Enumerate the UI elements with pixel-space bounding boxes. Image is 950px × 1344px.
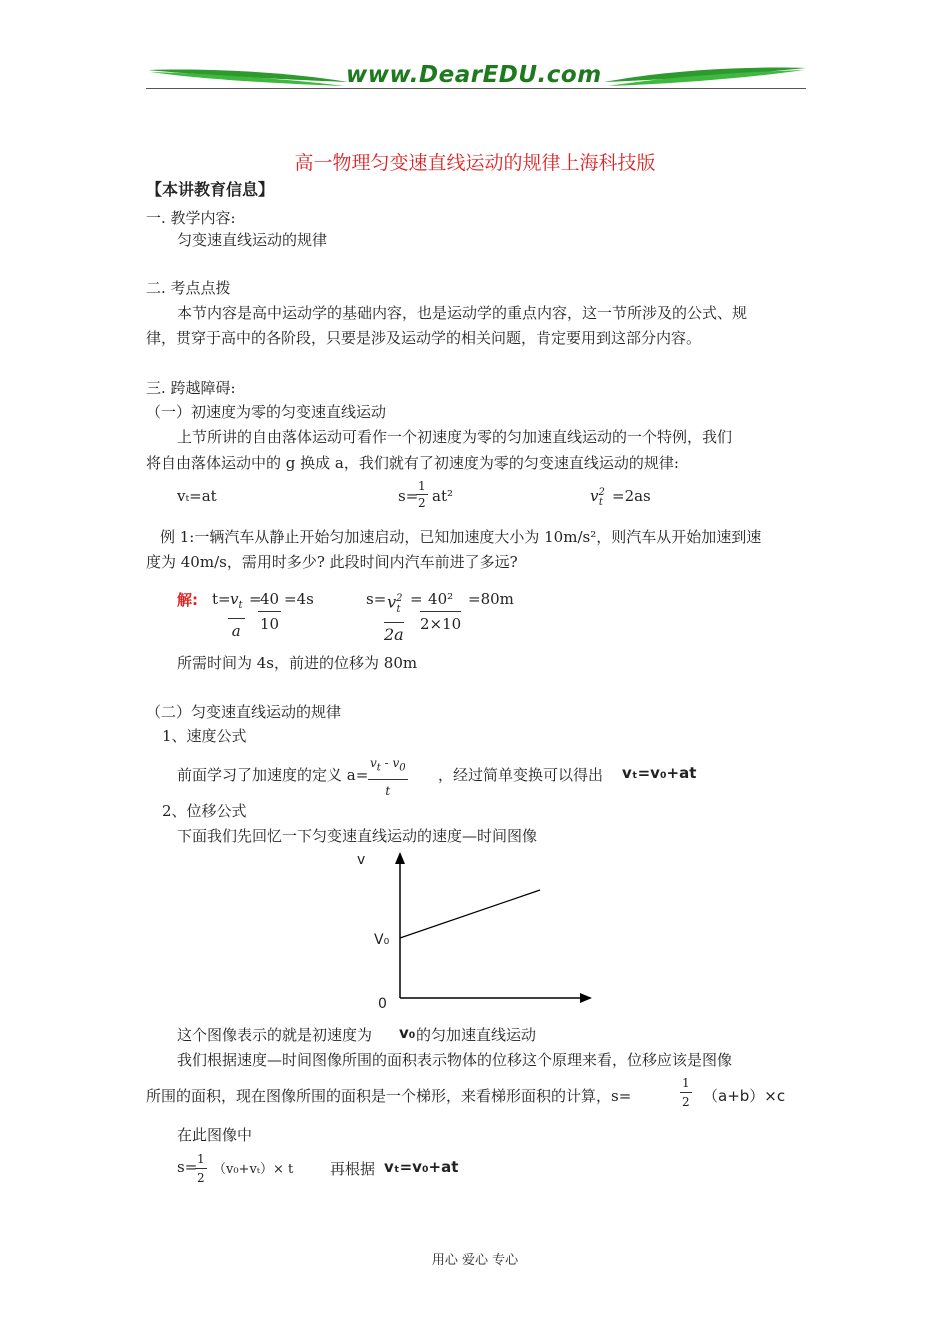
solution-t-num1: $v_t$ [228,587,245,619]
velocity-frac [368,752,408,802]
formula-vt2-rhs: =2as [612,487,651,505]
solution-s-eq: = [410,590,423,608]
s3-subheading-2: （二）匀变速直线运动的规律 [146,703,342,721]
trapezoid-half [680,1074,692,1111]
header-rule [146,88,806,89]
formula-vt2-var: $v^2_t$ [590,487,605,508]
formula-s-half-den: 2 [418,496,426,510]
solution-t-result: =4s [284,590,314,608]
s3-paragraph1-line1: 上节所讲的自由落体运动可看作一个初速度为零的匀加速直线运动的一个特例，我们 [177,428,733,446]
s1-label: 一. 教学内容: [146,209,236,227]
graph-origin-label: 0 [378,996,387,1012]
formula-s-rhs: at² [432,487,453,505]
solution-s-result: =80m [468,590,514,608]
example1-line1: 例 1:一辆汽车从静止开始匀加速启动，已知加速度大小为 10m/s²，则汽车从开始加速到速 [160,528,762,546]
then-text: 再根据 [330,1160,376,1178]
solution-s-lhs: s= [366,590,387,608]
solution-s-frac2 [420,587,461,636]
formula-s-half [416,478,428,511]
graph-v0-label: V₀ [374,932,390,948]
velocity-frac-num: $v_t - v_0$ [368,752,408,780]
solution-summary: 所需时间为 4s，前进的位移为 80m [177,654,418,672]
graph-x-arrow [580,993,592,1003]
header-logo-text: www.DearEDU.com [346,62,602,88]
area-paragraph-line1: 我们根据速度—时间图像所围的面积表示物体的位移这个原理来看，位移应该是图像 [177,1051,733,1069]
displacement-formula-label: 2、位移公式 [162,802,247,820]
solution-t-den1: a [231,622,241,640]
s-formula-half-num: 1 [195,1150,207,1169]
in-graph-text: 在此图像中 [177,1126,253,1144]
s-formula-half [195,1150,207,1187]
solution-t-den2: 10 [260,615,280,633]
velocity-text-a: 前面学习了加速度的定义 a= [177,766,369,784]
s-formula-rhs: （v₀+vₜ）× t [213,1162,294,1177]
example1-line2: 度为 40m/s，需用时多少? 此段时间内汽车前进了多远? [146,553,518,571]
s3-paragraph1-line2: 将自由落体运动中的 g 换成 a，我们就有了初速度为零的匀变速直线运动的规律: [146,454,679,472]
s1-content: 匀变速直线运动的规律 [177,231,328,249]
section-heading: 【本讲教育信息】 [146,180,275,199]
trapezoid-half-num: 1 [680,1074,692,1093]
s2-paragraph-line1: 本节内容是高中运动学的基础内容，也是运动学的重点内容，这一节所涉及的公式、规 [177,304,748,322]
graph-velocity-line [400,890,540,938]
formula-vt-at: vₜ=at [177,487,217,505]
s2-label: 二. 考点点拨 [146,279,231,297]
formula-s-lhs: s= [398,487,419,505]
solution-s-num1: $v^2_t$ [384,587,404,623]
solution-t-lhs: t= [212,590,231,608]
graph-y-arrow [395,852,405,864]
solution-label: 解: [177,591,198,609]
solution-s-den1: 2a [384,624,404,644]
solution-t-eq: = [249,590,262,608]
after-graph-text-a: 这个图像表示的就是初速度为 [177,1026,373,1044]
formula-s-half-num: 1 [418,479,426,493]
velocity-text-b: ，经过简单变换可以得出 [438,766,604,784]
velocity-formula: vₜ=v₀+at [622,764,697,782]
then-formula: vₜ=v₀+at [384,1158,459,1176]
s3-label: 三. 跨越障碍: [146,379,236,397]
displacement-text: 下面我们先回忆一下匀变速直线运动的速度—时间图像 [177,827,538,845]
solution-s-den2: 2×10 [420,615,462,633]
s2-paragraph-line2: 律，贯穿于高中的各阶段，只要是涉及运动学的相关问题，肯定要用到这部分内容。 [146,329,702,347]
velocity-frac-den: t [385,784,391,799]
trapezoid-half-den: 2 [682,1095,690,1109]
s3-subheading-1: （一）初速度为零的匀变速直线运动 [146,403,387,421]
trapezoid-rhs: （a+b）×c [703,1087,786,1105]
velocity-formula-label: 1、速度公式 [162,727,247,745]
graph-v-label: v [357,852,366,868]
page-footer: 用心 爱心 专心 [431,1253,519,1268]
solution-s-num2: 40² [420,587,461,612]
page-title: 高一物理匀变速直线运动的规律上海科技版 [294,152,656,174]
after-graph-v0: v₀ [399,1024,416,1042]
solution-s-frac1 [384,587,404,647]
area-paragraph-line2: 所围的面积，现在图像所围的面积是一个梯形，来看梯形面积的计算，s= [146,1087,632,1105]
after-graph-text-b: 的匀加速直线运动 [416,1026,537,1044]
solution-t-num2: 40 [258,587,281,612]
solution-t-frac1 [228,587,245,643]
s-formula-half-den: 2 [197,1171,205,1185]
solution-t-frac2 [258,587,281,636]
velocity-time-graph [360,848,600,1013]
s-formula-lhs: s= [177,1158,198,1176]
